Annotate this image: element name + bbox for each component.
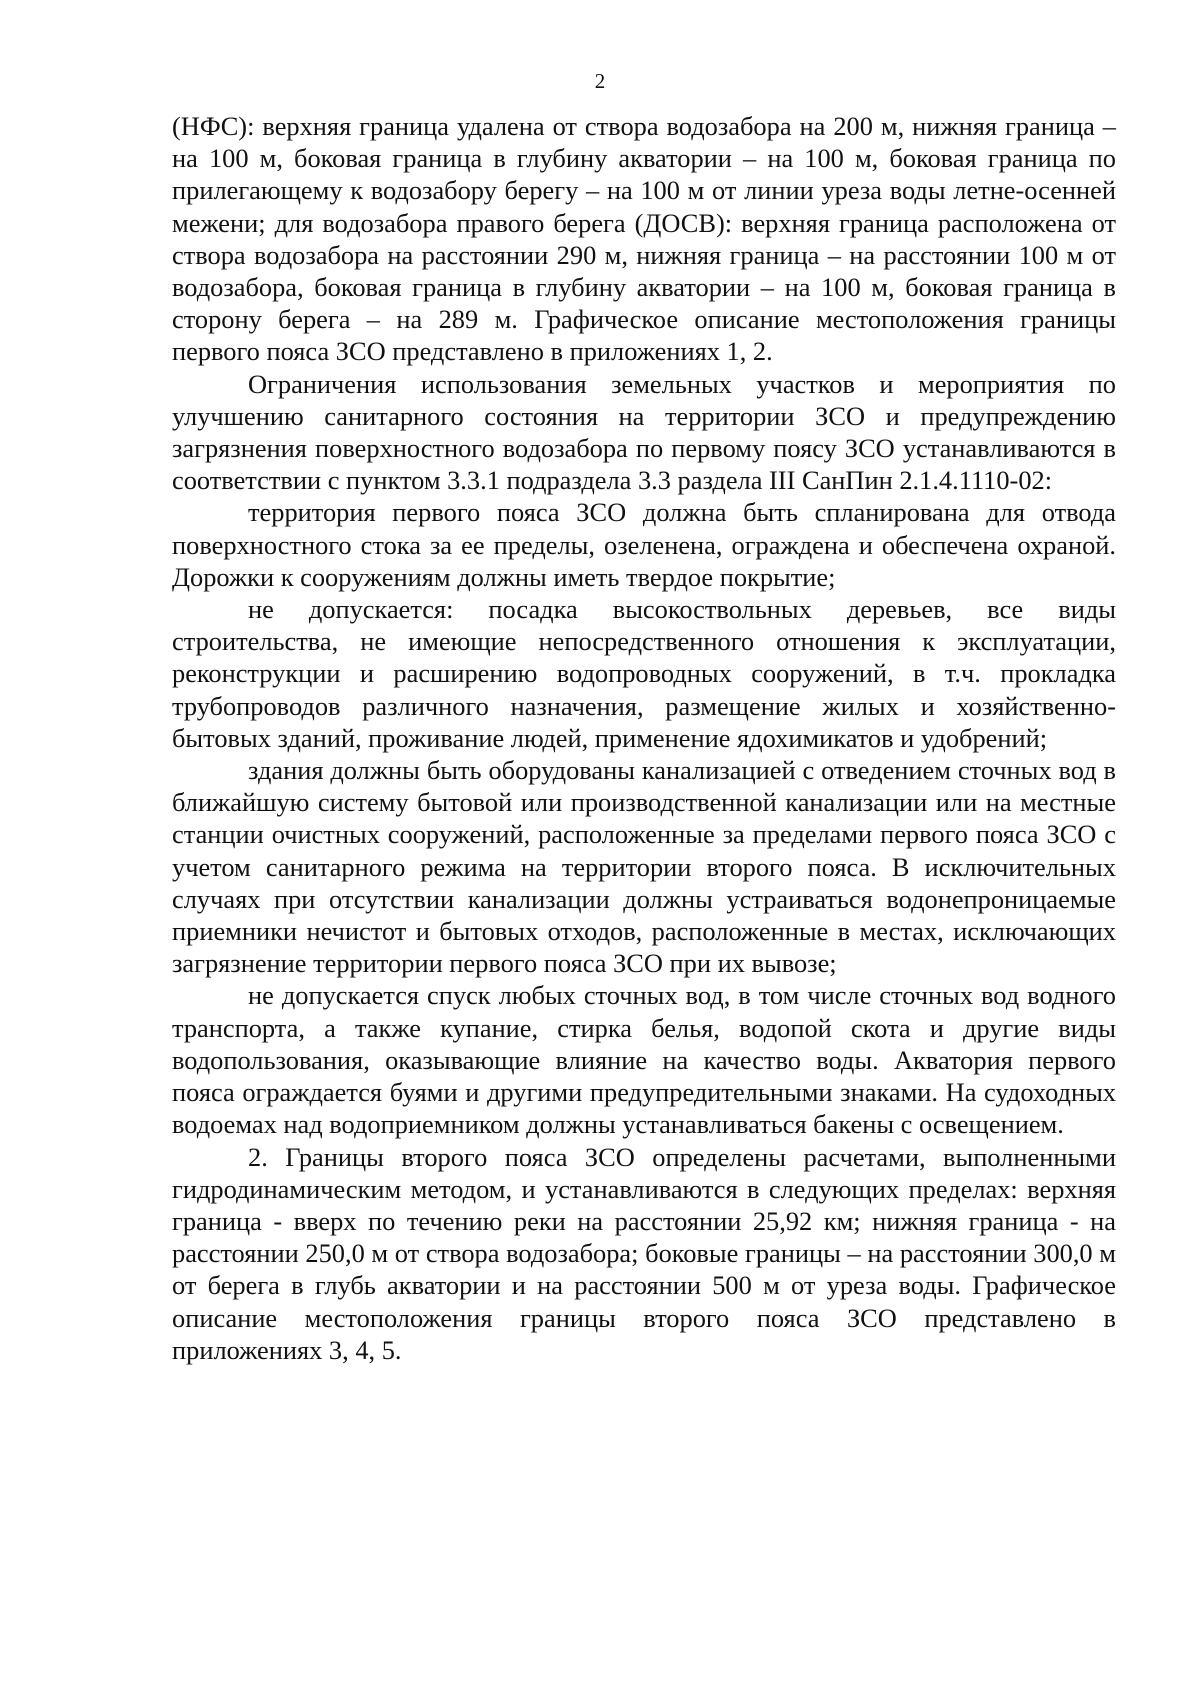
paragraph-second-zone: 2. Границы второго пояса ЗСО определены расчетами, выполненными гидродинамическим методом, и устанавливаются в следующих пределах: верхняя граница - вверх по течению реки на расстоянии 25,92 км; нижняя граница - на расстоянии 250,0 м от створа водозабора; боковые границы – на расстоянии 300,0 м от берега в глубь акватории и на расстоянии 500 м от уреза воды. Графическое описание местоположения границы второго пояса ЗСО представлено в приложениях 3, 4, 5. — [172, 1141, 1116, 1365]
paragraph-buildings: здания должны быть оборудованы канализацией с отведением сточных вод в ближайшую систему бытовой или производственной канализации или на местные станции очистных сооружений, расположенные за пределами первого пояса ЗСО с учетом санитарного режима на территории второго пояса. В исключительных случаях при отсутствии канализации должны устраиваться водонепроницаемые приемники нечистот и бытовых отходов, расположенные в местах, исключающих загрязнение территории первого пояса ЗСО при их вывозе; — [172, 755, 1116, 979]
paragraph-continuation: (НФС): верхняя граница удалена от створа водозабора на 200 м, нижняя граница – на 100 м, боковая граница в глубину акватории – на 100 м, боковая граница по прилегающему к водозабору берегу – на 100 м от линии уреза воды летне-осенней межени; для водозабора правого берега (ДОСВ): верхняя граница расположена от створа водозабора на расстоянии 290 м, нижняя граница – на расстоянии 100 м от водозабора, боковая граница в глубину акватории – на 100 м, боковая граница в сторону берега – на 289 м. Графическое описание местоположения границы первого пояса ЗСО представлено в приложениях 1, 2. — [172, 111, 1116, 367]
document-body — [172, 110, 1116, 1366]
paragraph-prohibited: не допускается: посадка высокоствольных деревьев, все виды строительства, не имеющие непосредственного отношения к эксплуатации, реконструкции и расширению водопроводных сооружений, в т.ч. прокладка трубопроводов различного назначения, размещение жилых и хозяйственно-бытовых зданий, проживание людей, применение ядохимикатов и удобрений; — [172, 594, 1116, 753]
paragraph-discharge: не допускается спуск любых сточных вод, в том числе сточных вод водного транспорта, а также купание, стирка белья, водопой скота и другие виды водопользования, оказывающие влияние на качество воды. Акватория первого пояса ограждается буями и другими предупредительными знаками. На судоходных водоемах над водоприемником должны устанавливаться бакены с освещением. — [172, 980, 1116, 1140]
page-number: 2 — [594, 69, 606, 93]
paragraph-territory: территория первого пояса ЗСО должна быть спланирована для отвода поверхностного стока за ее пределы, озеленена, ограждена и обеспечена охраной. Дорожки к сооружениям должны иметь твердое покрытие; — [172, 497, 1116, 592]
paragraph-restrictions: Ограничения использования земельных участков и мероприятия по улучшению санитарного состояния на территории ЗСО и предупреждению загрязнения поверхностного водозабора по первому поясу ЗСО устанавливаются в соответствии с пунктом 3.3.1 подраздела 3.3 раздела III СанПин 2.1.4.1110-02: — [172, 368, 1116, 496]
